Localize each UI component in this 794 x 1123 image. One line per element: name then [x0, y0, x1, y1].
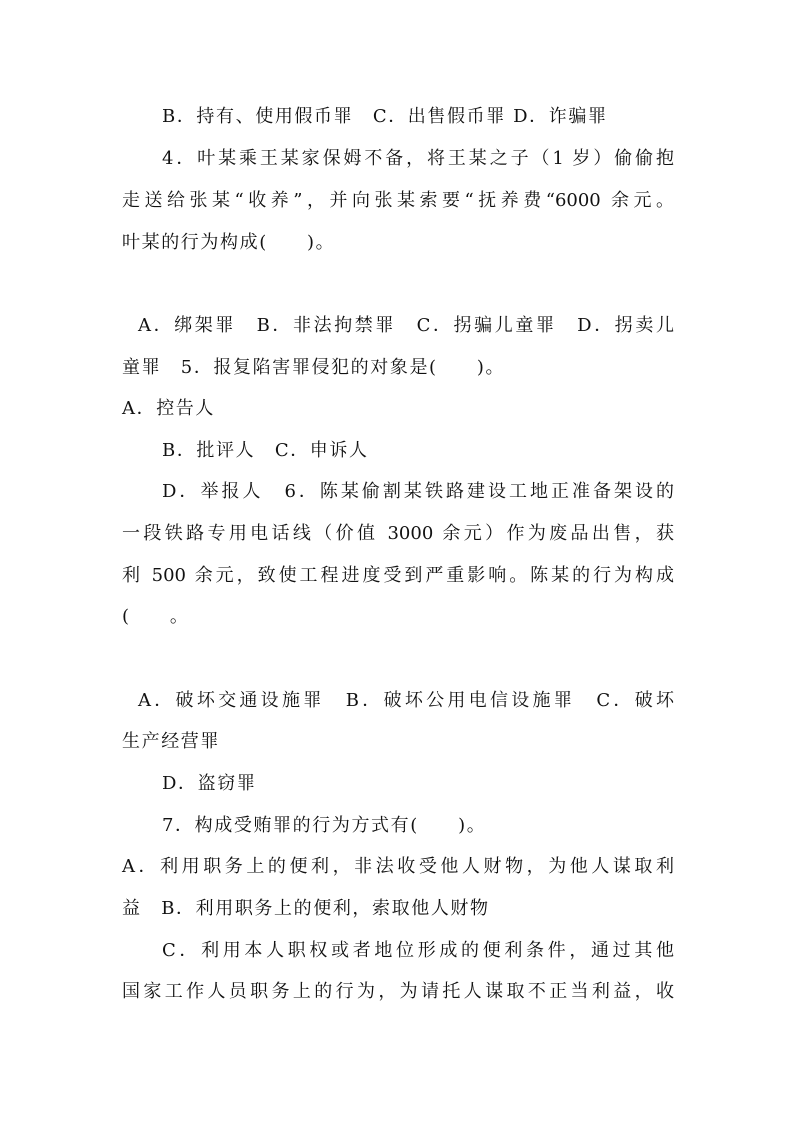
- text-line: C．利用本人职权或者地位形成的便利条件，通过其他: [162, 940, 674, 961]
- text-line: B．批评人 C．申诉人: [162, 440, 369, 461]
- text-line: ( 。: [122, 606, 190, 627]
- text-line: 叶某的行为构成( )。: [122, 232, 336, 253]
- text-line: 7．构成受贿罪的行为方式有( )。: [162, 815, 487, 836]
- text-line: A．绑架罪 B．非法拘禁罪 C．拐骗儿童罪 D．拐卖儿: [138, 315, 674, 336]
- text-line: 益 B．利用职务上的便利，索取他人财物: [122, 898, 490, 919]
- text-line: 走送给张某“收养”，并向张某索要“抚养费“6000 余元。: [122, 190, 674, 211]
- text-line: B．持有、使用假币罪 C．出售假币罪 D．诈骗罪: [162, 106, 608, 127]
- text-line: 一段铁路专用电话线（价值 3000 余元）作为废品出售，获: [122, 523, 674, 544]
- text-line: 童罪 5．报复陷害罪侵犯的对象是( )。: [122, 357, 506, 378]
- text-line: A．利用职务上的便利，非法收受他人财物，为他人谋取利: [122, 856, 674, 877]
- text-line: 利 500 余元，致使工程进度受到严重影响。陈某的行为构成: [122, 565, 674, 586]
- text-line: 4．叶某乘王某家保姆不备，将王某之子（1 岁）偷偷抱: [162, 148, 674, 169]
- text-line: 国家工作人员职务上的行为，为请托人谋取不正当利益，收: [122, 981, 674, 1002]
- text-line: 生产经营罪: [122, 731, 220, 752]
- text-line: D．举报人 6．陈某偷割某铁路建设工地正准备架设的: [162, 481, 674, 502]
- text-line: A．控告人: [122, 398, 215, 419]
- text-line: D．盗窃罪: [162, 773, 257, 794]
- text-line: A．破坏交通设施罪 B．破坏公用电信设施罪 C．破坏: [138, 690, 674, 711]
